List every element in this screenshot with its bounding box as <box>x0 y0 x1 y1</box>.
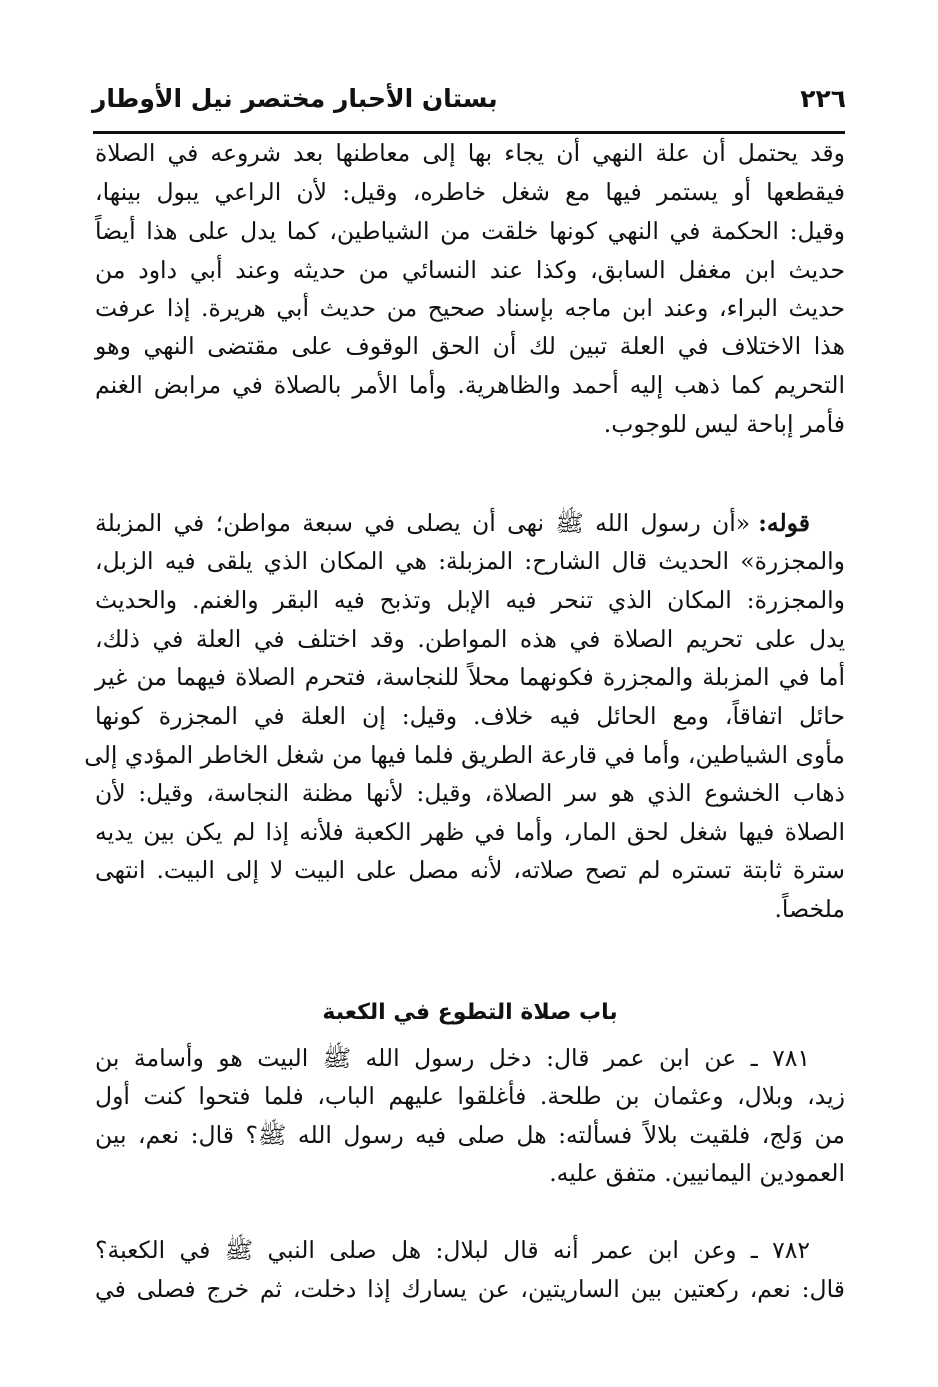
text-span: «أن رسول الله ﷺ نهى أن يصلى في سبعة مواطن؛ في المزبلة <box>95 509 751 537</box>
section-heading: باب صلاة التطوع في الكعبة <box>322 1000 618 1025</box>
text-line: قال: نعم، ركعتين بين الساريتين، عن يسارك إذا دخلت، ثم خرج فصلى في <box>95 1275 845 1303</box>
text-line: سترة ثابتة تستره لم تصح صلاته، لأنه مصل على البيت لا إلى البيت. انتهى <box>95 856 845 884</box>
text-line: أما في المزبلة والمجزرة فكونهما محلاً للنجاسة، فتحرم الصلاة فيهما من غير <box>95 663 845 691</box>
text-line: والمجزرة: المكان الذي تنحر فيه الإبل وتذبح فيه البقر والغنم. والحديث <box>95 586 845 614</box>
text-line: ٧٨١ ـ عن ابن عمر قال: دخل رسول الله ﷺ البيت هو وأسامة بن <box>95 1044 810 1072</box>
text-line: وقيل: الحكمة في النهي كونها خلقت من الشياطين، كما يدل على هذا أيضاً <box>95 217 845 245</box>
text-line: فأمر إباحة ليس للوجوب. <box>603 410 845 438</box>
text-line: العمودين اليمانيين. متفق عليه. <box>549 1159 845 1187</box>
page-number: ٢٢٦ <box>800 84 846 113</box>
qawluhu-label: قوله: <box>758 509 810 537</box>
text-line: ملخصاً. <box>774 895 845 923</box>
text-line: وقد يحتمل أن علة النهي أن يجاء بها إلى معاطنها بعد شروعه في الصلاة <box>95 139 845 167</box>
text-line: حديث ابن مغفل السابق، وكذا عند النسائي من حديثه وعند أبي داود من <box>95 256 845 284</box>
text-line: يدل على تحريم الصلاة في هذه المواطن. وقد اختلف في العلة في ذلك، <box>95 625 845 653</box>
text-line: هذا الاختلاف في العلة تبين لك أن الحق الوقوف على مقتضى النهي وهو <box>95 332 845 360</box>
book-title: بستان الأحبار مختصر نيل الأوطار <box>92 84 498 113</box>
text-line: من وَلج، فلقيت بلالاً فسألته: هل صلى فيه رسول الله ﷺ؟ قال: نعم، بين <box>95 1121 845 1149</box>
text-line: مأوى الشياطين، وأما في قارعة الطريق فلما فيها من شغل الخاطر المؤدي إلى <box>84 741 845 769</box>
header-rule <box>93 131 845 134</box>
text-line: ٧٨٢ ـ وعن ابن عمر أنه قال لبلال: هل صلى النبي ﷺ في الكعبة؟ <box>95 1236 810 1264</box>
text-line: الصلاة فيها شغل لحق المار، وأما في ظهر الكعبة فلأنه إذا لم يكن بين يديه <box>95 818 845 846</box>
text-line: والمجزرة» الحديث قال الشارح: المزبلة: هي المكان الذي يلقى فيه الزبل، <box>95 547 845 575</box>
text-line <box>95 506 810 540</box>
text-line: ذهاب الخشوع الذي هو سر الصلاة، وقيل: لأنها مظنة النجاسة، وقيل: لأن <box>95 779 845 807</box>
text-line: فيقطعها أو يستمر فيها مع شغل خاطره، وقيل: لأن الراعي يبول بينها، <box>95 178 845 206</box>
text-line: حديث البراء، وعند ابن ماجه بإسناد صحيح من حديث أبي هريرة. إذا عرفت <box>95 294 845 322</box>
text-line: زيد، وبلال، وعثمان بن طلحة. فأغلقوا عليهم الباب، فلما فتحوا كنت أول <box>95 1082 845 1110</box>
text-line: التحريم كما ذهب إليه أحمد والظاهرية. وأما الأمر بالصلاة في مرابض الغنم <box>95 371 845 399</box>
text-line: حائل اتفاقاً، ومع الحائل فيه خلاف. وقيل: إن العلة في المجزرة كونها <box>95 702 845 730</box>
